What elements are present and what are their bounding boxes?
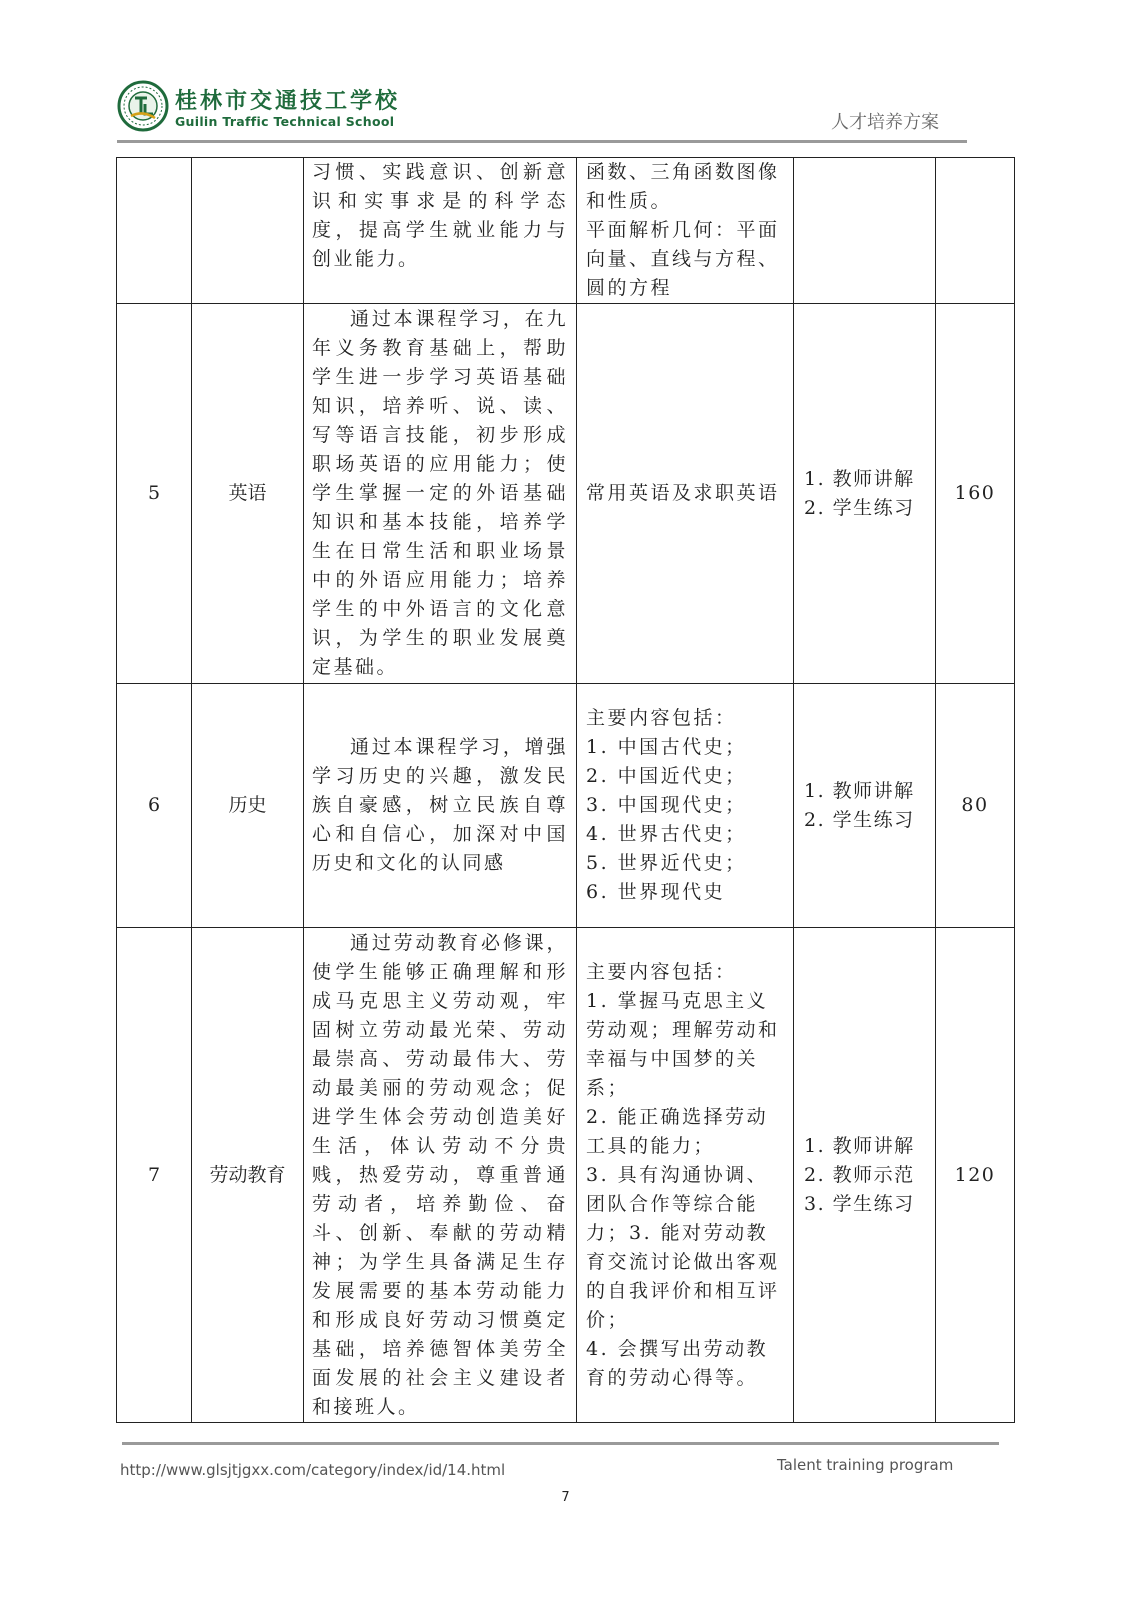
course-hours: 160 <box>936 304 1015 684</box>
method-line: 1. 教师讲解 <box>804 467 915 490</box>
table-row <box>117 304 1015 684</box>
content-line: 3. 中国现代史； <box>586 794 747 816</box>
content-line: 函数、三角函数图像和性质。 <box>586 161 780 212</box>
teaching-method <box>794 684 936 928</box>
footer-divider <box>122 1442 999 1445</box>
method-line: 2. 学生练习 <box>804 496 915 519</box>
content-line: 4. 世界古代史； <box>586 823 747 845</box>
method-line: 1. 教师讲解 <box>804 1134 915 1157</box>
content-line: 3. 具有沟通协调、团队合作等综合能力；3. 能对劳动教育交流讨论做出客观的自我评价和相互评价； <box>586 1163 780 1331</box>
school-name-en: Guilin Traffic Technical School <box>175 114 395 129</box>
course-goal: 通过本课程学习，增强学习历史的兴趣，激发民族自豪感，树立民族自尊心和自信心，加深对中国历史和文化的认同感 <box>304 684 577 928</box>
content-line: 主要内容包括： <box>586 707 737 729</box>
course-table <box>116 157 1015 1423</box>
header-divider <box>117 140 967 143</box>
footer-label: Talent training program <box>777 1456 954 1474</box>
content-line: 常用英语及求职英语 <box>586 482 780 504</box>
course-goal: 通过劳动教育必修课，使学生能够正确理解和形成马克思主义劳动观，牢固树立劳动最光荣、劳动最崇高、劳动最伟大、劳动最美丽的劳动观念；促进学生体会劳动创造美好生活，体认劳动不分贵贱，热爱劳动，尊重普通劳动者，培养勤俭、奋斗、创新、奉献的劳动精神；为学生具备满足生存发展需要的基本劳动能力和形成良好劳动习惯奠定基础，培养德智体美劳全面发展的社会主义建设者和接班人。 <box>304 928 577 1423</box>
method-line: 2. 学生练习 <box>804 808 915 831</box>
content-line: 1. 掌握马克思主义劳动观；理解劳动和幸福与中国梦的关系； <box>586 989 780 1099</box>
course-content <box>577 304 794 684</box>
teaching-method <box>794 304 936 684</box>
method-line: 1. 教师讲解 <box>804 779 915 802</box>
course-name: 历史 <box>192 684 304 928</box>
content-line: 2. 能正确选择劳动工具的能力； <box>586 1105 769 1157</box>
content-line: 主要内容包括： <box>586 960 737 983</box>
content-line: 1. 中国古代史； <box>586 736 747 758</box>
course-number <box>117 158 192 304</box>
page-header <box>117 78 967 144</box>
content-line: 平面解析几何：平面向量、直线与方程、圆的方程 <box>586 219 780 299</box>
table-row <box>117 684 1015 928</box>
course-goal: 习惯、实践意识、创新意识和实事求是的科学态度，提高学生就业能力与创业能力。 <box>304 158 577 304</box>
course-name: 劳动教育 <box>192 928 304 1423</box>
document-type: 人才培养方案 <box>831 112 939 133</box>
course-content <box>577 684 794 928</box>
content-line: 2. 中国近代史； <box>586 765 747 787</box>
course-number: 6 <box>117 684 192 928</box>
content-line: 4. 会撰写出劳动教育的劳动心得等。 <box>586 1337 769 1389</box>
course-content <box>577 158 794 304</box>
course-name: 英语 <box>192 304 304 684</box>
table-row <box>117 158 1015 304</box>
course-content <box>577 928 794 1423</box>
school-name-cn: 桂林市交通技工学校 <box>175 89 401 114</box>
course-number: 5 <box>117 304 192 684</box>
method-line: 3. 学生练习 <box>804 1192 915 1215</box>
content-line: 5. 世界近代史； <box>586 852 747 874</box>
content-line: 6. 世界现代史 <box>586 881 726 903</box>
course-number: 7 <box>117 928 192 1423</box>
course-hours: 120 <box>936 928 1015 1423</box>
footer-url: http://www.glsjtjgxx.com/category/index/id/14.html <box>120 1461 506 1479</box>
table-row <box>117 928 1015 1423</box>
method-line: 2. 教师示范 <box>804 1163 915 1186</box>
page-number: 7 <box>561 1490 570 1505</box>
course-goal: 通过本课程学习，在九年义务教育基础上，帮助学生进一步学习英语基础知识，培养听、说、读、写等语言技能，初步形成职场英语的应用能力；使学生掌握一定的外语基础知识和基本技能，培养学生在日常生活和职业场景中的外语应用能力；培养学生的中外语言的文化意识，为学生的职业发展奠定基础。 <box>304 304 577 684</box>
teaching-method <box>794 928 936 1423</box>
school-logo <box>117 80 169 132</box>
course-name <box>192 158 304 304</box>
course-hours <box>936 158 1015 304</box>
course-hours: 80 <box>936 684 1015 928</box>
teaching-method <box>794 158 936 304</box>
